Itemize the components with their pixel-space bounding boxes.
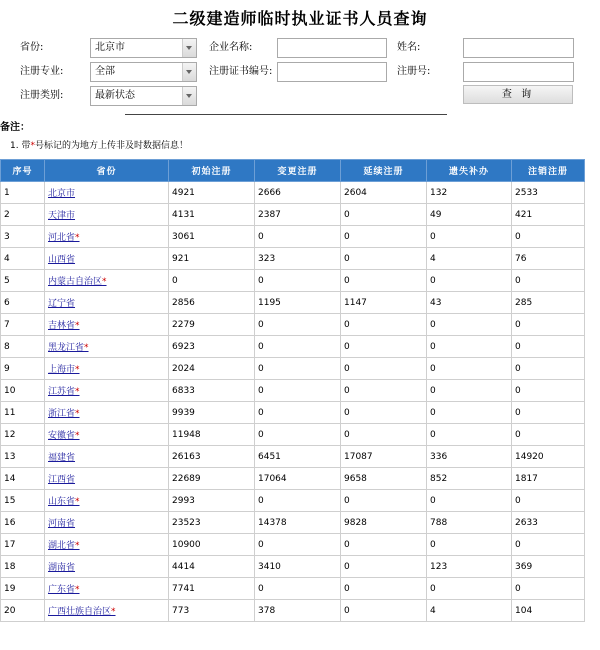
province-cell [45,204,169,226]
province-name: 江西省 [48,475,76,485]
cell-initial: 4921 [169,182,255,204]
table-row [1,182,585,204]
cell-change: 0 [255,380,341,402]
cell-change: 0 [255,534,341,556]
cell-change: 0 [255,424,341,446]
cell-lost: 43 [427,292,512,314]
row-number: 17 [1,534,45,556]
col-initial-header: 初始注册 [169,160,255,182]
province-cell [45,402,169,424]
row-number: 15 [1,490,45,512]
province-link[interactable] [48,519,75,529]
province-link[interactable] [48,211,75,221]
province-link[interactable] [48,189,75,199]
province-cell [45,512,169,534]
table-row [1,380,585,402]
cell-renew: 0 [341,270,427,292]
province-name: 内蒙古自治区 [48,277,103,287]
province-cell [45,336,169,358]
note-item-prefix: 1. 带 [10,141,31,151]
cell-renew: 0 [341,204,427,226]
province-name: 吉林省 [48,321,76,331]
cell-initial: 23523 [169,512,255,534]
province-name: 山东省 [48,497,76,507]
province-star-marker: * [75,431,80,441]
divider [125,114,447,115]
cell-change: 378 [255,600,341,622]
row-number: 20 [1,600,45,622]
cell-change: 17064 [255,468,341,490]
cell-change: 2387 [255,204,341,226]
cell-lost: 0 [427,314,512,336]
cell-change: 0 [255,226,341,248]
cell-renew: 0 [341,226,427,248]
province-star-marker: * [75,409,80,419]
table-row [1,490,585,512]
note-item [10,138,188,151]
table-row [1,446,585,468]
cell-cancel: 0 [512,270,585,292]
province-cell [45,380,169,402]
province-link[interactable] [48,343,89,353]
cell-initial: 26163 [169,446,255,468]
table-row [1,556,585,578]
search-button[interactable]: 查 询 [463,85,573,104]
cell-initial: 2279 [169,314,255,336]
company-input[interactable] [277,38,387,58]
cell-initial: 4414 [169,556,255,578]
cell-renew: 0 [341,556,427,578]
cell-renew: 0 [341,402,427,424]
cell-lost: 4 [427,600,512,622]
cell-lost: 0 [427,380,512,402]
province-star-marker: * [75,321,80,331]
province-select-value: 北京市 [95,42,125,53]
cell-change: 2666 [255,182,341,204]
province-name: 辽宁省 [48,299,76,309]
cell-cancel: 0 [512,402,585,424]
province-name: 湖南省 [48,563,76,573]
table-row [1,226,585,248]
province-cell [45,468,169,490]
cell-cancel: 2633 [512,512,585,534]
province-link[interactable] [48,255,75,265]
cell-cancel: 1817 [512,468,585,490]
table-row [1,424,585,446]
cell-renew: 0 [341,380,427,402]
province-link[interactable] [48,387,80,397]
province-name: 北京市 [48,189,76,199]
reg-no-label: 注册号: [397,66,431,77]
province-link[interactable] [48,321,80,331]
cell-cancel: 0 [512,578,585,600]
province-cell [45,226,169,248]
cell-renew: 1147 [341,292,427,314]
cell-renew: 2604 [341,182,427,204]
cell-change: 0 [255,402,341,424]
province-cell [45,600,169,622]
province-name: 河南省 [48,519,76,529]
row-number: 1 [1,182,45,204]
cell-change: 0 [255,578,341,600]
cell-lost: 4 [427,248,512,270]
table-row [1,468,585,490]
row-number: 10 [1,380,45,402]
stats-table [0,159,585,622]
col-renew-header: 延续注册 [341,160,427,182]
table-row [1,358,585,380]
row-number: 14 [1,468,45,490]
cell-cancel: 0 [512,358,585,380]
province-name: 江苏省 [48,387,76,397]
cell-initial: 6923 [169,336,255,358]
chevron-down-icon[interactable] [182,63,196,81]
province-select[interactable] [90,38,197,58]
cell-cancel: 0 [512,380,585,402]
table-row [1,512,585,534]
cell-initial: 0 [169,270,255,292]
cell-renew: 0 [341,248,427,270]
col-lost-header: 遗失补办 [427,160,512,182]
cell-renew: 0 [341,424,427,446]
cell-cancel: 421 [512,204,585,226]
cell-initial: 22689 [169,468,255,490]
cert-no-label: 注册证书编号: [209,66,273,77]
province-star-marker: * [75,585,80,595]
province-link[interactable] [48,475,75,485]
cell-renew: 9828 [341,512,427,534]
cell-lost: 788 [427,512,512,534]
cell-renew: 0 [341,336,427,358]
table-header-row [1,160,585,182]
cell-lost: 123 [427,556,512,578]
province-star-marker: * [75,497,80,507]
cell-lost: 0 [427,424,512,446]
cell-initial: 9939 [169,402,255,424]
province-star-marker: * [84,343,89,353]
cell-change: 3410 [255,556,341,578]
cell-initial: 3061 [169,226,255,248]
category-select[interactable] [90,86,197,106]
province-cell [45,182,169,204]
reg-no-input[interactable] [463,62,574,82]
cell-lost: 0 [427,358,512,380]
cell-lost: 0 [427,534,512,556]
cell-change: 0 [255,270,341,292]
cell-cancel: 104 [512,600,585,622]
province-link[interactable] [48,365,80,375]
province-star-marker: * [75,233,80,243]
category-select-value: 最新状态 [95,90,135,101]
name-input[interactable] [463,38,574,58]
cell-renew: 0 [341,600,427,622]
province-link[interactable] [48,409,80,419]
row-number: 2 [1,204,45,226]
cell-cancel: 14920 [512,446,585,468]
col-province-header: 省份 [45,160,169,182]
cell-cancel: 0 [512,534,585,556]
table-row [1,204,585,226]
table-row [1,534,585,556]
cert-no-input[interactable] [277,62,387,82]
col-cancel-header: 注销注册 [512,160,585,182]
specialty-select-value: 全部 [95,66,115,77]
row-number: 16 [1,512,45,534]
province-link[interactable] [48,585,80,595]
cell-initial: 4131 [169,204,255,226]
cell-lost: 0 [427,578,512,600]
page-title: 二级建造师临时执业证书人员查询 [172,9,428,28]
province-cell [45,578,169,600]
cell-change: 0 [255,358,341,380]
table-row [1,600,585,622]
province-cell [45,424,169,446]
row-number: 5 [1,270,45,292]
province-link[interactable] [48,497,80,507]
cell-lost: 852 [427,468,512,490]
cell-renew: 0 [341,490,427,512]
row-number: 7 [1,314,45,336]
cell-cancel: 369 [512,556,585,578]
cell-lost: 0 [427,270,512,292]
province-link[interactable] [48,431,80,441]
province-link[interactable] [48,233,80,243]
table-row [1,578,585,600]
row-number: 19 [1,578,45,600]
province-name: 安徽省 [48,431,76,441]
province-name: 黑龙江省 [48,343,85,353]
province-cell [45,490,169,512]
province-cell [45,270,169,292]
cell-initial: 2993 [169,490,255,512]
cell-renew: 0 [341,578,427,600]
cell-change: 0 [255,314,341,336]
cell-cancel: 0 [512,314,585,336]
cell-renew: 17087 [341,446,427,468]
table-row [1,248,585,270]
cell-renew: 0 [341,358,427,380]
cell-lost: 0 [427,490,512,512]
specialty-select[interactable] [90,62,197,82]
cell-initial: 10900 [169,534,255,556]
row-number: 11 [1,402,45,424]
cell-initial: 2856 [169,292,255,314]
cell-cancel: 0 [512,424,585,446]
province-star-marker: * [75,387,80,397]
specialty-label: 注册专业: [20,66,64,77]
province-name: 河北省 [48,233,76,243]
province-link[interactable] [48,277,107,287]
province-name: 浙江省 [48,409,76,419]
notes-heading: 备注： [0,122,30,133]
chevron-down-icon[interactable] [182,87,196,105]
row-number: 12 [1,424,45,446]
cell-lost: 0 [427,226,512,248]
row-number: 8 [1,336,45,358]
province-cell [45,358,169,380]
table-row [1,402,585,424]
category-label: 注册类别: [20,90,64,101]
cell-lost: 0 [427,336,512,358]
cell-renew: 0 [341,534,427,556]
table-row [1,270,585,292]
cell-initial: 7741 [169,578,255,600]
cell-renew: 9658 [341,468,427,490]
row-number: 18 [1,556,45,578]
province-link[interactable] [48,541,80,551]
cell-cancel: 0 [512,226,585,248]
province-cell [45,446,169,468]
table-row [1,292,585,314]
province-star-marker: * [75,365,80,375]
row-number: 9 [1,358,45,380]
cell-change: 0 [255,336,341,358]
cell-initial: 773 [169,600,255,622]
province-star-marker: * [75,541,80,551]
row-number: 4 [1,248,45,270]
cell-lost: 132 [427,182,512,204]
chevron-down-icon[interactable] [182,39,196,57]
cell-change: 14378 [255,512,341,534]
province-cell [45,314,169,336]
col-no-header: 序号 [1,160,45,182]
cell-lost: 49 [427,204,512,226]
company-label: 企业名称: [209,42,253,53]
cell-change: 6451 [255,446,341,468]
col-change-header: 变更注册 [255,160,341,182]
note-item-star: * [30,141,35,151]
cell-change: 0 [255,490,341,512]
cell-initial: 921 [169,248,255,270]
province-name: 天津市 [48,211,76,221]
province-cell [45,248,169,270]
note-item-suffix: 号标记的为地方上传非及时数据信息！ [34,141,188,151]
cell-cancel: 0 [512,490,585,512]
province-link[interactable] [48,563,75,573]
name-label: 姓名: [397,42,421,53]
province-star-marker: * [111,607,116,617]
cell-cancel: 2533 [512,182,585,204]
row-number: 6 [1,292,45,314]
table-row [1,314,585,336]
cell-lost: 336 [427,446,512,468]
province-name: 福建省 [48,453,76,463]
cell-lost: 0 [427,402,512,424]
row-number: 3 [1,226,45,248]
row-number: 13 [1,446,45,468]
cell-change: 323 [255,248,341,270]
cell-change: 1195 [255,292,341,314]
province-name: 广西壮族自治区 [48,607,112,617]
table-row [1,336,585,358]
province-name: 上海市 [48,365,76,375]
province-name: 山西省 [48,255,76,265]
province-cell [45,534,169,556]
province-star-marker: * [102,277,107,287]
cell-initial: 11948 [169,424,255,446]
cell-cancel: 76 [512,248,585,270]
province-cell [45,556,169,578]
cell-initial: 6833 [169,380,255,402]
province-link[interactable] [48,607,116,617]
province-label: 省份: [20,42,44,53]
province-link[interactable] [48,299,75,309]
province-name: 广东省 [48,585,76,595]
cell-cancel: 285 [512,292,585,314]
province-name: 湖北省 [48,541,76,551]
cell-initial: 2024 [169,358,255,380]
cell-cancel: 0 [512,336,585,358]
cell-renew: 0 [341,314,427,336]
province-link[interactable] [48,453,75,463]
province-cell [45,292,169,314]
